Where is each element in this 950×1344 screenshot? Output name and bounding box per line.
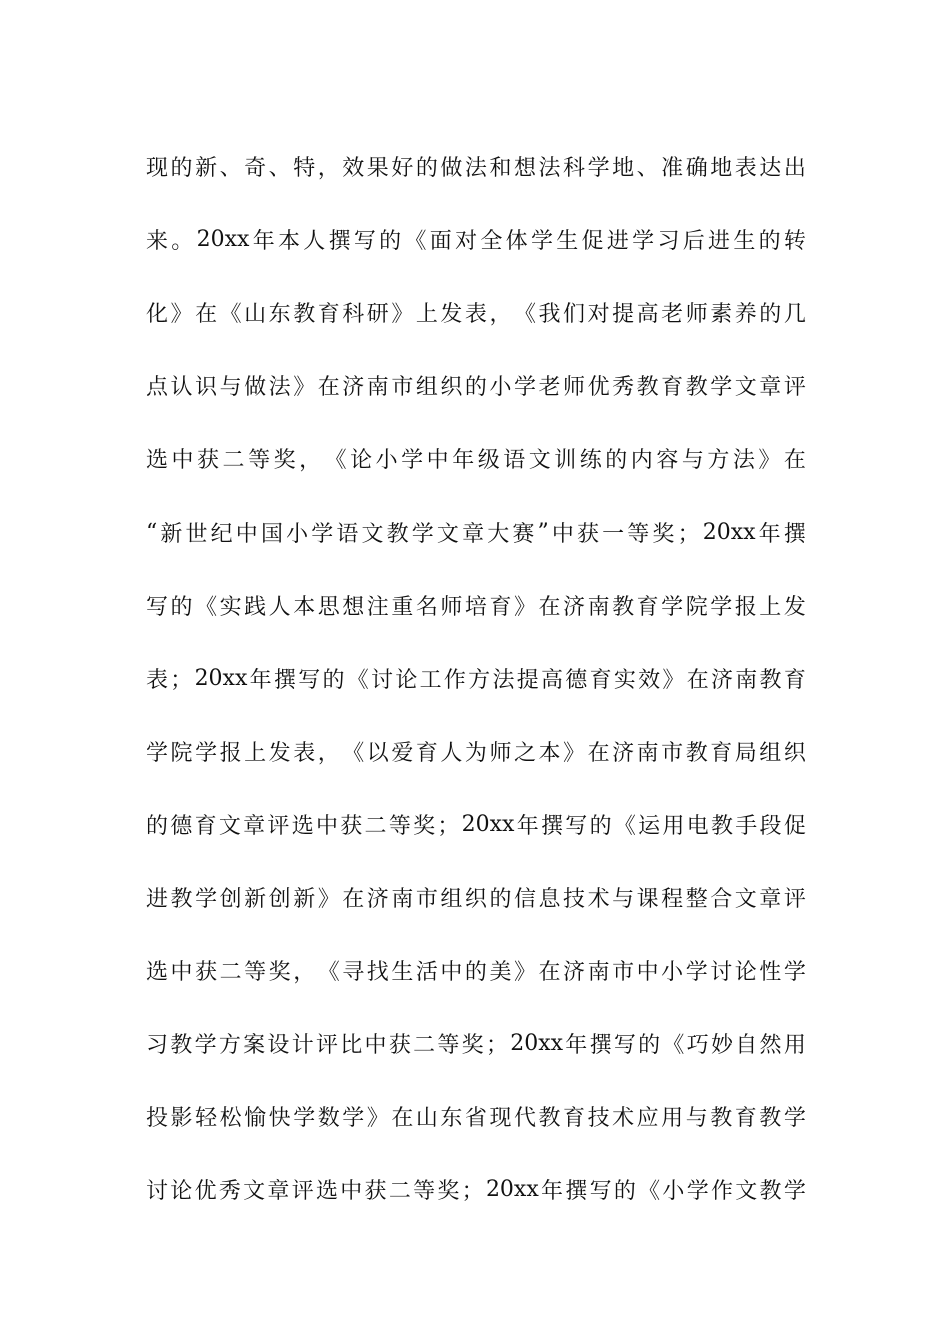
body-text	[146, 130, 806, 1226]
text-line: 现 的 新 、 奇 、 特 ， 效 果 好 的 做 法 和 想 法 科 学 地 、 准 确 地 表 达 出	[146, 156, 806, 182]
text-line: 化 》 在 《 山 东 教 育 科 研 》 上 发 表 ， 《 我 们 对 提 高 老 师 素 养 的 几	[146, 302, 806, 328]
text-line: 来 。 20xx 年 本 人 撰 写 的 《 面 对 全 体 学 生 促 进 学 习 后 进 生 的 转	[146, 227, 806, 255]
text-line: 点 认 识 与 做 法 》 在 济 南 市 组 织 的 小 学 老 师 优 秀 教 育 教 学 文 章 评	[146, 375, 806, 401]
text-line: 表 ； 20xx 年 撰 写 的 《 讨 论 工 作 方 法 提 高 德 育 实 效 》 在 济 南 教 育	[146, 665, 806, 693]
text-line: 的 德 育 文 章 评 选 中 获 二 等 奖 ； 20xx 年 撰 写 的 《 运 用 电 教 手 段 促	[146, 811, 806, 839]
text-line: 选 中 获 二 等 奖 ， 《 论 小 学 中 年 级 语 文 训 练 的 内 容 与 方 法 》 在	[146, 448, 806, 474]
text-line: 习 教 学 方 案 设 计 评 比 中 获 二 等 奖 ； 20xx 年 撰 写 的 《 巧 妙 自 然 用	[146, 1031, 806, 1059]
text-line: “ 新 世 纪 中 国 小 学 语 文 教 学 文 章 大 赛 ” 中 获 一 等 奖 ； 20xx 年 撰	[146, 519, 806, 547]
text-line: 学 院 学 报 上 发 表 ， 《 以 爱 育 人 为 师 之 本 》 在 济 南 市 教 育 局 组 织	[146, 740, 806, 766]
text-line: 进 教 学 创 新 创 新 》 在 济 南 市 组 织 的 信 息 技 术 与 课 程 整 合 文 章 评	[146, 886, 806, 912]
text-line: 讨 论 优 秀 文 章 评 选 中 获 二 等 奖 ； 20xx 年 撰 写 的 《 小 学 作 文 教 学	[146, 1177, 806, 1205]
text-line: 选 中 获 二 等 奖 ， 《 寻 找 生 活 中 的 美 》 在 济 南 市 中 小 学 讨 论 性 学	[146, 960, 806, 986]
text-line: 投 影 轻 松 愉 快 学 数 学 》 在 山 东 省 现 代 教 育 技 术 应 用 与 教 育 教 学	[146, 1106, 806, 1132]
text-line: 写 的 《 实 践 人 本 思 想 注 重 名 师 培 育 》 在 济 南 教 育 学 院 学 报 上 发	[146, 594, 806, 620]
